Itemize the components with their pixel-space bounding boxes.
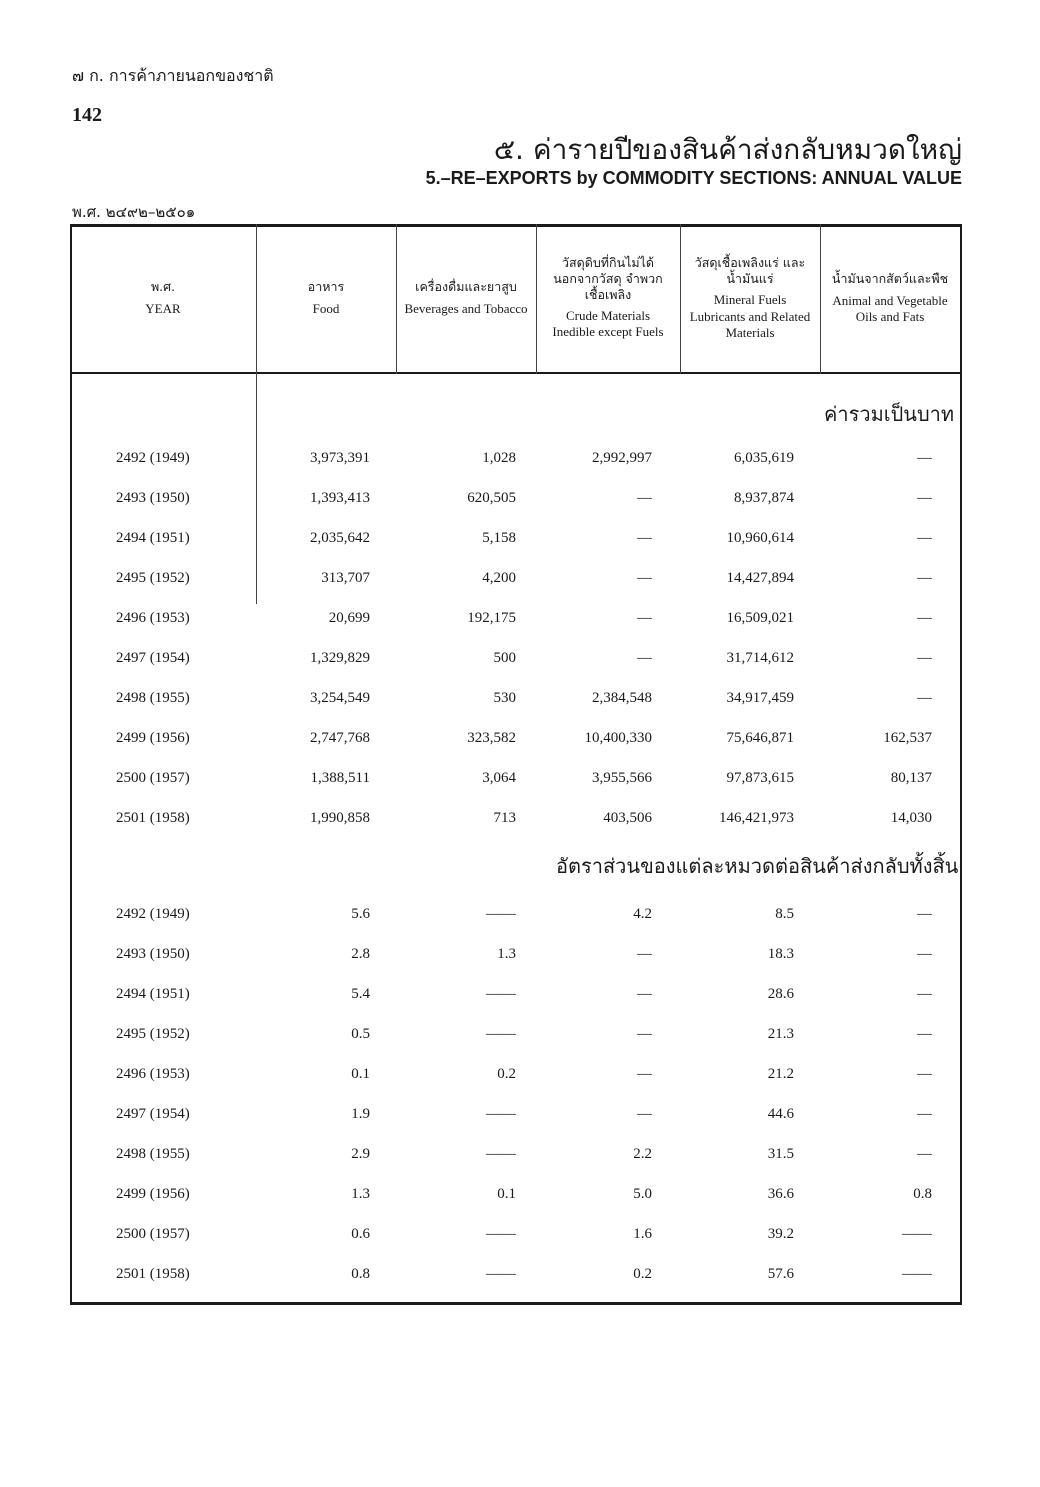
percent-row: [70, 1106, 962, 1132]
year-cell: 2499 (1956): [116, 1186, 190, 1202]
header-year-th: พ.ศ.: [150, 279, 176, 295]
year-cell: 2501 (1958): [116, 810, 190, 826]
value-cell: 0.6: [351, 1226, 370, 1242]
header-food: [256, 224, 396, 372]
value-cell: —: [637, 946, 652, 962]
value-cell: 36.6: [767, 1186, 794, 1202]
value-cell: —: [637, 650, 652, 666]
percent-row: [70, 1266, 962, 1292]
value-cell: —: [637, 986, 652, 1002]
value-cell: 3,973,391: [310, 450, 370, 466]
value-cell: 3,955,566: [592, 770, 652, 786]
value-cell: —: [917, 690, 932, 706]
value-cell: 0.2: [497, 1066, 516, 1082]
value-cell: —: [637, 610, 652, 626]
value-cell: 3,254,549: [310, 690, 370, 706]
year-cell: 2497 (1954): [116, 1106, 190, 1122]
value-row: [70, 650, 962, 676]
value-cell: 0.8: [913, 1186, 932, 1202]
year-cell: 2492 (1949): [116, 450, 190, 466]
value-cell: 192,175: [467, 610, 516, 626]
page-number: 142: [72, 104, 102, 126]
year-cell: 2493 (1950): [116, 490, 190, 506]
year-cell: 2492 (1949): [116, 906, 190, 922]
value-cell: 2.9: [351, 1146, 370, 1162]
value-cell: 5.4: [351, 986, 370, 1002]
value-cell: 0.1: [497, 1186, 516, 1202]
percent-row: [70, 946, 962, 972]
value-cell: —: [917, 946, 932, 962]
value-cell: 31.5: [767, 1146, 794, 1162]
value-cell: 620,505: [467, 490, 516, 506]
value-cell: 2.2: [633, 1146, 652, 1162]
value-cell: 1.3: [351, 1186, 370, 1202]
value-cell: 0.2: [633, 1266, 652, 1282]
title-english: 5.–RE–EXPORTS by COMMODITY SECTIONS: ANNUAL VALUE: [425, 168, 962, 188]
value-cell: 500: [493, 650, 516, 666]
value-cell: 28.6: [767, 986, 794, 1002]
value-row: [70, 450, 962, 476]
value-cell: 4,200: [482, 570, 516, 586]
value-cell: 8,937,874: [734, 490, 794, 506]
year-cell: 2493 (1950): [116, 946, 190, 962]
value-cell: 10,400,330: [584, 730, 652, 746]
value-cell: —: [917, 1146, 932, 1162]
value-cell: —: [917, 1066, 932, 1082]
header-crude: [536, 224, 680, 372]
value-cell: 16,509,021: [726, 610, 794, 626]
header-beverages: [396, 224, 536, 372]
value-cell: 162,537: [883, 730, 932, 746]
value-cell: 1,388,511: [310, 770, 370, 786]
year-cell: 2498 (1955): [116, 690, 190, 706]
value-cell: 1,990,858: [310, 810, 370, 826]
value-cell: ——: [902, 1266, 932, 1282]
value-cell: ——: [486, 1026, 516, 1042]
header-crude-th: วัสดุดิบที่กินไม่ได้ นอกจากวัสดุ จำพวกเชื้อเพลิง: [553, 255, 663, 302]
value-row: [70, 570, 962, 596]
year-cell: 2498 (1955): [116, 1146, 190, 1162]
re-exports-table: [70, 224, 962, 1306]
header-oils: [820, 224, 960, 372]
value-row: [70, 610, 962, 636]
value-cell: —: [917, 490, 932, 506]
value-cell: ——: [902, 1226, 932, 1242]
value-cell: —: [917, 906, 932, 922]
value-cell: 8.5: [775, 906, 794, 922]
year-cell: 2496 (1953): [116, 1066, 190, 1082]
value-cell: 146,421,973: [719, 810, 794, 826]
value-cell: —: [637, 1106, 652, 1122]
percent-section-label: อัตราส่วนของแต่ละหมวดต่อสินค้าส่งกลับทั้งสิ้น: [556, 854, 959, 878]
year-cell: 2499 (1956): [116, 730, 190, 746]
value-cell: 1,393,413: [310, 490, 370, 506]
header-fuels-th: วัสดุเชื้อเพลิงแร่ และน้ำมันแร่: [694, 255, 806, 286]
value-cell: —: [917, 1026, 932, 1042]
value-cell: 1,329,829: [310, 650, 370, 666]
percent-row: [70, 1186, 962, 1212]
year-cell: 2494 (1951): [116, 530, 190, 546]
value-cell: 2,747,768: [310, 730, 370, 746]
value-row: [70, 530, 962, 556]
value-cell: —: [917, 570, 932, 586]
value-cell: 14,030: [890, 810, 932, 826]
value-cell: 34,917,459: [726, 690, 794, 706]
value-cell: 1,028: [482, 450, 516, 466]
value-cell: 0.1: [351, 1066, 370, 1082]
value-cell: 313,707: [321, 570, 370, 586]
value-row: [70, 490, 962, 516]
value-cell: 4.2: [633, 906, 652, 922]
value-cell: 39.2: [767, 1226, 794, 1242]
value-cell: 2,992,997: [592, 450, 652, 466]
period-label: พ.ศ. ๒๔๙๒–๒๕๐๑: [72, 203, 196, 221]
value-cell: 31,714,612: [726, 650, 794, 666]
header-food-th: อาหาร: [307, 279, 345, 295]
value-cell: 97,873,615: [726, 770, 794, 786]
value-cell: 21.2: [767, 1066, 794, 1082]
value-cell: 713: [493, 810, 516, 826]
value-cell: 21.3: [767, 1026, 794, 1042]
header-beverages-th: เครื่องดื่มและยาสูบ: [415, 279, 517, 295]
value-row: [70, 810, 962, 836]
value-cell: ——: [486, 1106, 516, 1122]
value-cell: 1.3: [497, 946, 516, 962]
value-cell: 3,064: [482, 770, 516, 786]
header-oils-en: Animal and Vegetable Oils and Fats: [832, 292, 948, 324]
header-fuels: [680, 224, 820, 372]
percent-row: [70, 1226, 962, 1252]
year-cell: 2494 (1951): [116, 986, 190, 1002]
value-cell: —: [917, 450, 932, 466]
right-border: [960, 224, 962, 1305]
header-year-en: YEAR: [145, 300, 181, 316]
year-cell: 2497 (1954): [116, 650, 190, 666]
value-row: [70, 690, 962, 716]
value-cell: 0.8: [351, 1266, 370, 1282]
table-bottom-rule: [70, 1302, 962, 1305]
percent-row: [70, 1146, 962, 1172]
value-cell: 18.3: [767, 946, 794, 962]
value-cell: 1.9: [351, 1106, 370, 1122]
year-cell: 2501 (1958): [116, 1266, 190, 1282]
value-cell: 6,035,619: [734, 450, 794, 466]
header-bottom-rule: [70, 372, 962, 374]
year-cell: 2495 (1952): [116, 1026, 190, 1042]
percent-row: [70, 1026, 962, 1052]
value-cell: ——: [486, 986, 516, 1002]
value-cell: —: [917, 610, 932, 626]
year-cell: 2496 (1953): [116, 610, 190, 626]
value-cell: ——: [486, 1226, 516, 1242]
value-cell: —: [917, 650, 932, 666]
value-cell: ——: [486, 1146, 516, 1162]
header-fuels-en: Mineral Fuels Lubricants and Related Materials: [689, 292, 811, 340]
value-cell: 5.6: [351, 906, 370, 922]
value-cell: —: [637, 490, 652, 506]
percent-row: [70, 986, 962, 1012]
value-cell: —: [917, 986, 932, 1002]
value-cell: ——: [486, 1266, 516, 1282]
header-year: [70, 224, 256, 372]
header-crude-en: Crude Materials Inedible except Fuels: [552, 308, 664, 340]
percent-row: [70, 906, 962, 932]
year-cell: 2495 (1952): [116, 570, 190, 586]
value-cell: 44.6: [767, 1106, 794, 1122]
value-cell: —: [917, 1106, 932, 1122]
header-beverages-en: Beverages and Tobacco: [404, 300, 528, 316]
value-cell: 1.6: [633, 1226, 652, 1242]
header-food-en: Food: [312, 300, 340, 316]
value-row: [70, 770, 962, 796]
value-cell: 5.0: [633, 1186, 652, 1202]
title-thai: ๕. ค่ารายปีของสินค้าส่งกลับหมวดใหญ่: [493, 133, 962, 166]
value-cell: —: [637, 570, 652, 586]
value-row: [70, 730, 962, 756]
value-cell: 20,699: [328, 610, 370, 626]
year-cell: 2500 (1957): [116, 770, 190, 786]
running-header: ๗ ก. การค้าภายนอกของชาติ: [72, 66, 274, 85]
value-cell: ——: [486, 906, 516, 922]
value-cell: 530: [493, 690, 516, 706]
value-cell: 80,137: [890, 770, 932, 786]
percent-row: [70, 1066, 962, 1092]
value-cell: —: [637, 530, 652, 546]
value-section-label: ค่ารวมเป็นบาท: [824, 402, 955, 426]
value-cell: 10,960,614: [726, 530, 794, 546]
value-cell: 0.5: [351, 1026, 370, 1042]
value-cell: 403,506: [603, 810, 652, 826]
left-border: [70, 224, 72, 1305]
value-cell: —: [637, 1066, 652, 1082]
value-cell: 57.6: [767, 1266, 794, 1282]
value-cell: —: [917, 530, 932, 546]
value-cell: 5,158: [482, 530, 516, 546]
year-cell: 2500 (1957): [116, 1226, 190, 1242]
value-cell: 2,384,548: [592, 690, 652, 706]
value-cell: 75,646,871: [726, 730, 794, 746]
value-cell: 2.8: [351, 946, 370, 962]
value-cell: 2,035,642: [310, 530, 370, 546]
value-cell: —: [637, 1026, 652, 1042]
value-cell: 14,427,894: [726, 570, 794, 586]
header-oils-th: น้ำมันจากสัตว์และพืช: [831, 270, 949, 286]
value-cell: 323,582: [467, 730, 516, 746]
